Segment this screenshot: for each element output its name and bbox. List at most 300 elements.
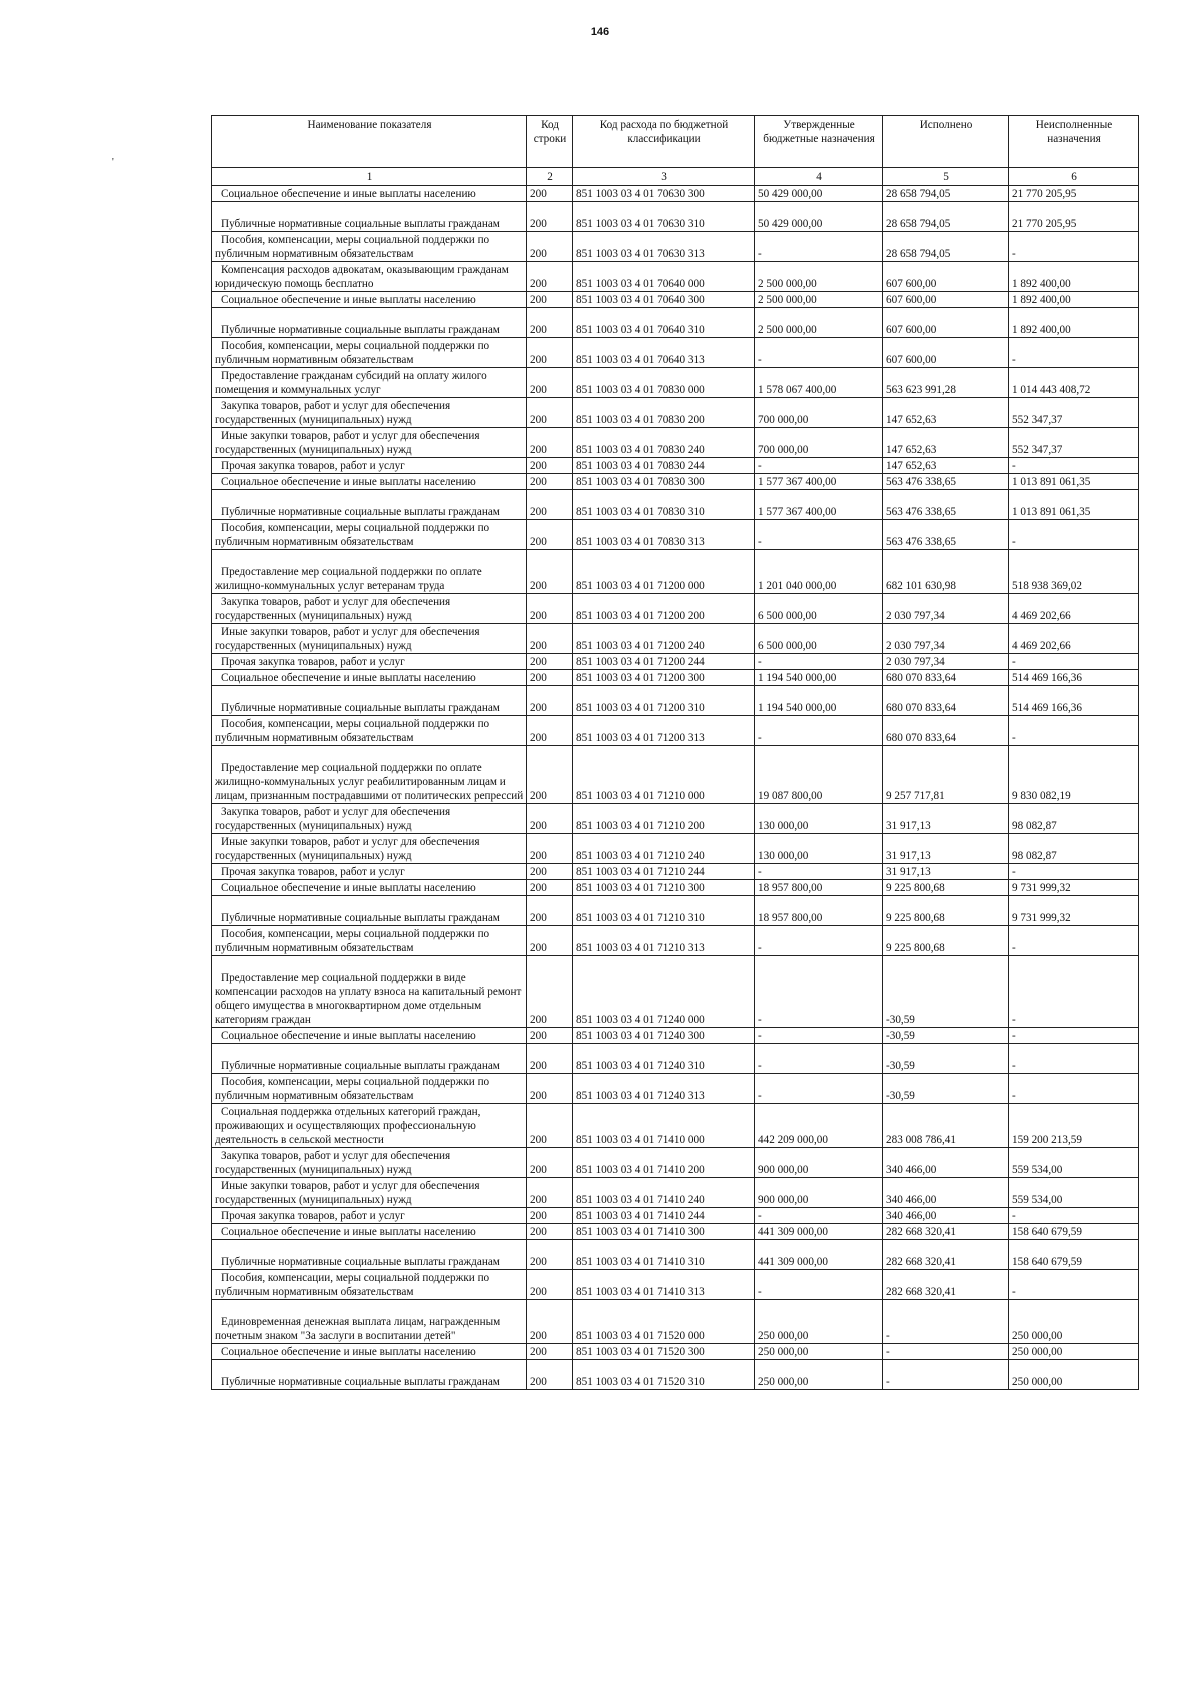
cell-line-code: 200: [527, 1344, 573, 1360]
cell-approved: 18 957 800,00: [755, 896, 883, 926]
table-row: [212, 956, 1139, 1028]
cell-executed: 680 070 833,64: [883, 716, 1009, 746]
cell-line-code: 200: [527, 458, 573, 474]
cell-approved: -: [755, 864, 883, 880]
cell-executed: 340 466,00: [883, 1178, 1009, 1208]
table-row: [212, 186, 1139, 202]
table-row: [212, 1104, 1139, 1148]
cell-classification: 851 1003 03 4 01 70630 313: [573, 232, 755, 262]
cell-approved: -: [755, 232, 883, 262]
cell-executed: -: [883, 1360, 1009, 1390]
cell-classification: 851 1003 03 4 01 71200 244: [573, 654, 755, 670]
cell-name: Пособия, компенсации, меры социальной поддержки по публичным нормативным обязательствам: [212, 338, 527, 368]
cell-approved: 6 500 000,00: [755, 594, 883, 624]
cell-approved: -: [755, 520, 883, 550]
cell-line-code: 200: [527, 428, 573, 458]
cell-classification: 851 1003 03 4 01 71240 300: [573, 1028, 755, 1044]
table-row: [212, 594, 1139, 624]
cell-classification: 851 1003 03 4 01 70830 244: [573, 458, 755, 474]
table-row: [212, 624, 1139, 654]
table-row: [212, 550, 1139, 594]
cell-classification: 851 1003 03 4 01 71200 200: [573, 594, 755, 624]
cell-classification: 851 1003 03 4 01 70830 200: [573, 398, 755, 428]
cell-unexecuted: 552 347,37: [1009, 398, 1139, 428]
cell-approved: -: [755, 1208, 883, 1224]
cell-name: Прочая закупка товаров, работ и услуг: [212, 864, 527, 880]
column-number: 5: [883, 168, 1009, 186]
cell-line-code: 200: [527, 624, 573, 654]
cell-line-code: 200: [527, 804, 573, 834]
cell-name: Публичные нормативные социальные выплаты гражданам: [212, 896, 527, 926]
cell-approved: 19 087 800,00: [755, 746, 883, 804]
cell-approved: 2 500 000,00: [755, 292, 883, 308]
cell-line-code: 200: [527, 474, 573, 490]
cell-executed: 680 070 833,64: [883, 670, 1009, 686]
cell-executed: 282 668 320,41: [883, 1240, 1009, 1270]
cell-approved: -: [755, 1074, 883, 1104]
cell-approved: 50 429 000,00: [755, 186, 883, 202]
cell-line-code: 200: [527, 956, 573, 1028]
cell-unexecuted: 1 013 891 061,35: [1009, 474, 1139, 490]
cell-classification: 851 1003 03 4 01 71410 244: [573, 1208, 755, 1224]
cell-name: Закупка товаров, работ и услуг для обеспечения государственных (муниципальных) нужд: [212, 1148, 527, 1178]
cell-name: Предоставление мер социальной поддержки в виде компенсации расходов на уплату взноса на капитальный ремонт общего имущества в многоквартирном доме отдельным категориям граждан: [212, 956, 527, 1028]
cell-executed: 9 225 800,68: [883, 880, 1009, 896]
cell-line-code: 200: [527, 926, 573, 956]
cell-approved: 130 000,00: [755, 804, 883, 834]
table-row: [212, 1148, 1139, 1178]
cell-name: Пособия, компенсации, меры социальной поддержки по публичным нормативным обязательствам: [212, 716, 527, 746]
cell-classification: 851 1003 03 4 01 71210 313: [573, 926, 755, 956]
cell-line-code: 200: [527, 670, 573, 686]
cell-classification: 851 1003 03 4 01 71520 310: [573, 1360, 755, 1390]
cell-line-code: 200: [527, 1270, 573, 1300]
cell-classification: 851 1003 03 4 01 71200 000: [573, 550, 755, 594]
cell-approved: 250 000,00: [755, 1360, 883, 1390]
cell-line-code: 200: [527, 202, 573, 232]
column-number: 6: [1009, 168, 1139, 186]
cell-unexecuted: 250 000,00: [1009, 1360, 1139, 1390]
cell-classification: 851 1003 03 4 01 71210 310: [573, 896, 755, 926]
cell-approved: 130 000,00: [755, 834, 883, 864]
stray-mark: ': [112, 157, 114, 168]
table-row: [212, 1240, 1139, 1270]
cell-classification: 851 1003 03 4 01 70830 310: [573, 490, 755, 520]
cell-classification: 851 1003 03 4 01 71410 000: [573, 1104, 755, 1148]
cell-executed: -30,59: [883, 956, 1009, 1028]
table-row: [212, 1178, 1139, 1208]
cell-name: Единовременная денежная выплата лицам, награжденным почетным знаком "За заслуги в воспитании детей": [212, 1300, 527, 1344]
cell-executed: 28 658 794,05: [883, 186, 1009, 202]
table-row: [212, 880, 1139, 896]
table-row: [212, 292, 1139, 308]
table-row: [212, 834, 1139, 864]
table-row: [212, 896, 1139, 926]
cell-approved: 50 429 000,00: [755, 202, 883, 232]
cell-line-code: 200: [527, 308, 573, 338]
cell-executed: 563 623 991,28: [883, 368, 1009, 398]
cell-name: Прочая закупка товаров, работ и услуг: [212, 654, 527, 670]
cell-executed: 283 008 786,41: [883, 1104, 1009, 1148]
cell-unexecuted: -: [1009, 1074, 1139, 1104]
cell-approved: -: [755, 926, 883, 956]
table-row: [212, 398, 1139, 428]
table-row: [212, 716, 1139, 746]
cell-approved: -: [755, 1028, 883, 1044]
cell-unexecuted: 250 000,00: [1009, 1300, 1139, 1344]
cell-approved: 1 578 067 400,00: [755, 368, 883, 398]
cell-classification: 851 1003 03 4 01 71410 310: [573, 1240, 755, 1270]
cell-name: Пособия, компенсации, меры социальной поддержки по публичным нормативным обязательствам: [212, 232, 527, 262]
table-row: [212, 804, 1139, 834]
cell-name: Социальное обеспечение и иные выплаты населению: [212, 186, 527, 202]
cell-classification: 851 1003 03 4 01 70640 300: [573, 292, 755, 308]
cell-name: Иные закупки товаров, работ и услуг для обеспечения государственных (муниципальных) нужд: [212, 1178, 527, 1208]
cell-executed: 563 476 338,65: [883, 490, 1009, 520]
cell-name: Социальное обеспечение и иные выплаты населению: [212, 880, 527, 896]
cell-approved: 1 194 540 000,00: [755, 670, 883, 686]
cell-line-code: 200: [527, 746, 573, 804]
cell-unexecuted: 98 082,87: [1009, 804, 1139, 834]
cell-approved: -: [755, 1044, 883, 1074]
cell-unexecuted: -: [1009, 232, 1139, 262]
column-header-classification: Код расхода по бюджетной классификации: [573, 116, 755, 168]
cell-classification: 851 1003 03 4 01 70830 313: [573, 520, 755, 550]
cell-classification: 851 1003 03 4 01 71240 313: [573, 1074, 755, 1104]
cell-name: Пособия, компенсации, меры социальной поддержки по публичным нормативным обязательствам: [212, 1270, 527, 1300]
table-row: [212, 686, 1139, 716]
table-row: [212, 1028, 1139, 1044]
cell-classification: 851 1003 03 4 01 71200 240: [573, 624, 755, 654]
cell-executed: 9 257 717,81: [883, 746, 1009, 804]
cell-executed: 607 600,00: [883, 308, 1009, 338]
cell-classification: 851 1003 03 4 01 70830 300: [573, 474, 755, 490]
cell-name: Пособия, компенсации, меры социальной поддержки по публичным нормативным обязательствам: [212, 520, 527, 550]
cell-approved: 6 500 000,00: [755, 624, 883, 654]
table-row: [212, 1270, 1139, 1300]
column-header-line-code: Код строки: [527, 116, 573, 168]
cell-name: Социальное обеспечение и иные выплаты населению: [212, 1224, 527, 1240]
cell-approved: -: [755, 1270, 883, 1300]
cell-executed: 147 652,63: [883, 458, 1009, 474]
cell-name: Иные закупки товаров, работ и услуг для обеспечения государственных (муниципальных) нужд: [212, 624, 527, 654]
cell-classification: 851 1003 03 4 01 71410 240: [573, 1178, 755, 1208]
cell-approved: 700 000,00: [755, 428, 883, 458]
cell-unexecuted: 518 938 369,02: [1009, 550, 1139, 594]
cell-line-code: 200: [527, 368, 573, 398]
cell-unexecuted: 1 013 891 061,35: [1009, 490, 1139, 520]
cell-unexecuted: 4 469 202,66: [1009, 624, 1139, 654]
column-header-approved: Утвержденные бюджетные назначения: [755, 116, 883, 168]
cell-approved: 700 000,00: [755, 398, 883, 428]
table-row: [212, 670, 1139, 686]
cell-line-code: 200: [527, 1224, 573, 1240]
cell-name: Предоставление гражданам субсидий на оплату жилого помещения и коммунальных услуг: [212, 368, 527, 398]
cell-name: Социальная поддержка отдельных категорий граждан, проживающих и осуществляющих профессиональную деятельность в сельской местности: [212, 1104, 527, 1148]
cell-approved: 1 201 040 000,00: [755, 550, 883, 594]
cell-line-code: 200: [527, 1300, 573, 1344]
cell-classification: 851 1003 03 4 01 71410 313: [573, 1270, 755, 1300]
table-row: [212, 458, 1139, 474]
cell-name: Закупка товаров, работ и услуг для обеспечения государственных (муниципальных) нужд: [212, 804, 527, 834]
cell-name: Предоставление мер социальной поддержки по оплате жилищно-коммунальных услуг ветеранам труда: [212, 550, 527, 594]
cell-approved: 441 309 000,00: [755, 1240, 883, 1270]
cell-executed: 563 476 338,65: [883, 474, 1009, 490]
cell-name: Социальное обеспечение и иные выплаты населению: [212, 1344, 527, 1360]
table-row: [212, 490, 1139, 520]
cell-classification: 851 1003 03 4 01 71240 310: [573, 1044, 755, 1074]
cell-line-code: 200: [527, 1360, 573, 1390]
cell-line-code: 200: [527, 1028, 573, 1044]
cell-classification: 851 1003 03 4 01 70640 000: [573, 262, 755, 292]
cell-line-code: 200: [527, 1240, 573, 1270]
cell-unexecuted: 9 731 999,32: [1009, 896, 1139, 926]
cell-line-code: 200: [527, 1074, 573, 1104]
cell-classification: 851 1003 03 4 01 70830 240: [573, 428, 755, 458]
cell-unexecuted: 514 469 166,36: [1009, 686, 1139, 716]
cell-approved: 900 000,00: [755, 1148, 883, 1178]
table-row: [212, 1074, 1139, 1104]
cell-classification: 851 1003 03 4 01 71210 244: [573, 864, 755, 880]
table-row: [212, 1208, 1139, 1224]
cell-unexecuted: -: [1009, 520, 1139, 550]
cell-line-code: 200: [527, 1104, 573, 1148]
cell-unexecuted: -: [1009, 338, 1139, 368]
cell-unexecuted: -: [1009, 716, 1139, 746]
cell-approved: 18 957 800,00: [755, 880, 883, 896]
table-row: [212, 1300, 1139, 1344]
cell-executed: -: [883, 1344, 1009, 1360]
cell-unexecuted: 9 731 999,32: [1009, 880, 1139, 896]
cell-executed: 2 030 797,34: [883, 654, 1009, 670]
cell-line-code: 200: [527, 1148, 573, 1178]
cell-executed: 147 652,63: [883, 398, 1009, 428]
cell-classification: 851 1003 03 4 01 70630 310: [573, 202, 755, 232]
cell-classification: 851 1003 03 4 01 71200 300: [573, 670, 755, 686]
column-number: 3: [573, 168, 755, 186]
table-row: [212, 746, 1139, 804]
cell-executed: 340 466,00: [883, 1208, 1009, 1224]
cell-line-code: 200: [527, 716, 573, 746]
cell-name: Социальное обеспечение и иные выплаты населению: [212, 670, 527, 686]
cell-name: Прочая закупка товаров, работ и услуг: [212, 1208, 527, 1224]
cell-executed: 9 225 800,68: [883, 896, 1009, 926]
table-row: [212, 308, 1139, 338]
table-row: [212, 864, 1139, 880]
cell-approved: 2 500 000,00: [755, 262, 883, 292]
cell-unexecuted: 1 892 400,00: [1009, 292, 1139, 308]
cell-executed: 607 600,00: [883, 338, 1009, 368]
cell-approved: 900 000,00: [755, 1178, 883, 1208]
cell-classification: 851 1003 03 4 01 71200 310: [573, 686, 755, 716]
cell-name: Иные закупки товаров, работ и услуг для обеспечения государственных (муниципальных) нужд: [212, 834, 527, 864]
cell-executed: 340 466,00: [883, 1148, 1009, 1178]
cell-executed: 28 658 794,05: [883, 202, 1009, 232]
cell-approved: 1 577 367 400,00: [755, 490, 883, 520]
cell-name: Прочая закупка товаров, работ и услуг: [212, 458, 527, 474]
table-row: [212, 368, 1139, 398]
cell-line-code: 200: [527, 1044, 573, 1074]
cell-executed: 563 476 338,65: [883, 520, 1009, 550]
cell-executed: 9 225 800,68: [883, 926, 1009, 956]
cell-unexecuted: 1 892 400,00: [1009, 262, 1139, 292]
cell-unexecuted: 4 469 202,66: [1009, 594, 1139, 624]
cell-classification: 851 1003 03 4 01 71210 300: [573, 880, 755, 896]
column-number: 2: [527, 168, 573, 186]
cell-executed: 282 668 320,41: [883, 1224, 1009, 1240]
table-row: [212, 1224, 1139, 1240]
cell-executed: 31 917,13: [883, 834, 1009, 864]
table-row: [212, 1344, 1139, 1360]
cell-line-code: 200: [527, 398, 573, 428]
column-number: 4: [755, 168, 883, 186]
cell-approved: -: [755, 458, 883, 474]
cell-name: Социальное обеспечение и иные выплаты населению: [212, 474, 527, 490]
cell-line-code: 200: [527, 864, 573, 880]
table-row: [212, 428, 1139, 458]
cell-unexecuted: 1 014 443 408,72: [1009, 368, 1139, 398]
cell-name: Публичные нормативные социальные выплаты гражданам: [212, 1240, 527, 1270]
cell-executed: 282 668 320,41: [883, 1270, 1009, 1300]
cell-approved: 441 309 000,00: [755, 1224, 883, 1240]
cell-name: Публичные нормативные социальные выплаты гражданам: [212, 686, 527, 716]
cell-line-code: 200: [527, 1208, 573, 1224]
cell-name: Пособия, компенсации, меры социальной поддержки по публичным нормативным обязательствам: [212, 926, 527, 956]
cell-line-code: 200: [527, 186, 573, 202]
cell-unexecuted: -: [1009, 956, 1139, 1028]
cell-executed: -30,59: [883, 1028, 1009, 1044]
cell-unexecuted: 21 770 205,95: [1009, 202, 1139, 232]
cell-line-code: 200: [527, 520, 573, 550]
cell-unexecuted: 159 200 213,59: [1009, 1104, 1139, 1148]
cell-line-code: 200: [527, 262, 573, 292]
column-number: 1: [212, 168, 527, 186]
cell-unexecuted: 559 534,00: [1009, 1178, 1139, 1208]
cell-unexecuted: -: [1009, 864, 1139, 880]
cell-approved: 250 000,00: [755, 1344, 883, 1360]
cell-name: Компенсация расходов адвокатам, оказывающим гражданам юридическую помощь бесплатно: [212, 262, 527, 292]
cell-classification: 851 1003 03 4 01 70630 300: [573, 186, 755, 202]
table-row: [212, 262, 1139, 292]
cell-line-code: 200: [527, 594, 573, 624]
cell-executed: -30,59: [883, 1074, 1009, 1104]
column-number-row: [212, 168, 1139, 186]
cell-unexecuted: -: [1009, 1044, 1139, 1074]
table-row: [212, 926, 1139, 956]
cell-unexecuted: 9 830 082,19: [1009, 746, 1139, 804]
cell-unexecuted: 559 534,00: [1009, 1148, 1139, 1178]
cell-approved: 250 000,00: [755, 1300, 883, 1344]
cell-classification: 851 1003 03 4 01 70640 313: [573, 338, 755, 368]
cell-line-code: 200: [527, 686, 573, 716]
cell-unexecuted: 98 082,87: [1009, 834, 1139, 864]
cell-executed: 2 030 797,34: [883, 624, 1009, 654]
cell-classification: 851 1003 03 4 01 71410 200: [573, 1148, 755, 1178]
cell-line-code: 200: [527, 1178, 573, 1208]
cell-line-code: 200: [527, 834, 573, 864]
cell-approved: -: [755, 338, 883, 368]
cell-unexecuted: -: [1009, 1270, 1139, 1300]
cell-classification: 851 1003 03 4 01 71210 240: [573, 834, 755, 864]
cell-classification: 851 1003 03 4 01 71520 000: [573, 1300, 755, 1344]
table-row: [212, 202, 1139, 232]
cell-executed: 607 600,00: [883, 292, 1009, 308]
cell-name: Публичные нормативные социальные выплаты гражданам: [212, 1360, 527, 1390]
cell-executed: 680 070 833,64: [883, 686, 1009, 716]
cell-name: Публичные нормативные социальные выплаты гражданам: [212, 490, 527, 520]
cell-line-code: 200: [527, 490, 573, 520]
cell-name: Социальное обеспечение и иные выплаты населению: [212, 292, 527, 308]
column-header-name: Наименование показателя: [212, 116, 527, 168]
cell-name: Предоставление мер социальной поддержки по оплате жилищно-коммунальных услуг реабилитированным лицам и лицам, признанным пострадавшими от политических репрессий: [212, 746, 527, 804]
cell-name: Публичные нормативные социальные выплаты гражданам: [212, 308, 527, 338]
cell-unexecuted: -: [1009, 1208, 1139, 1224]
cell-approved: -: [755, 956, 883, 1028]
table-row: [212, 654, 1139, 670]
cell-approved: 1 577 367 400,00: [755, 474, 883, 490]
cell-classification: 851 1003 03 4 01 71520 300: [573, 1344, 755, 1360]
cell-unexecuted: 158 640 679,59: [1009, 1240, 1139, 1270]
cell-classification: 851 1003 03 4 01 70640 310: [573, 308, 755, 338]
cell-approved: 442 209 000,00: [755, 1104, 883, 1148]
cell-name: Публичные нормативные социальные выплаты гражданам: [212, 202, 527, 232]
cell-line-code: 200: [527, 292, 573, 308]
cell-classification: 851 1003 03 4 01 71200 313: [573, 716, 755, 746]
cell-line-code: 200: [527, 896, 573, 926]
table-row: [212, 1044, 1139, 1074]
column-header-executed: Исполнено: [883, 116, 1009, 168]
cell-executed: 31 917,13: [883, 804, 1009, 834]
table-row: [212, 520, 1139, 550]
cell-approved: -: [755, 716, 883, 746]
cell-executed: 2 030 797,34: [883, 594, 1009, 624]
cell-name: Иные закупки товаров, работ и услуг для обеспечения государственных (муниципальных) нужд: [212, 428, 527, 458]
cell-unexecuted: 552 347,37: [1009, 428, 1139, 458]
table-row: [212, 474, 1139, 490]
cell-line-code: 200: [527, 232, 573, 262]
column-header-unexecuted: Неисполненные назначения: [1009, 116, 1139, 168]
cell-unexecuted: -: [1009, 654, 1139, 670]
table-row: [212, 232, 1139, 262]
cell-classification: 851 1003 03 4 01 71240 000: [573, 956, 755, 1028]
cell-name: Социальное обеспечение и иные выплаты населению: [212, 1028, 527, 1044]
table-row: [212, 1360, 1139, 1390]
table-row: [212, 338, 1139, 368]
table-header-row: [212, 116, 1139, 168]
cell-executed: -30,59: [883, 1044, 1009, 1074]
cell-executed: 28 658 794,05: [883, 232, 1009, 262]
cell-unexecuted: -: [1009, 926, 1139, 956]
page-number: 146: [590, 26, 610, 38]
cell-line-code: 200: [527, 338, 573, 368]
cell-executed: 31 917,13: [883, 864, 1009, 880]
cell-name: Закупка товаров, работ и услуг для обеспечения государственных (муниципальных) нужд: [212, 398, 527, 428]
cell-executed: -: [883, 1300, 1009, 1344]
cell-unexecuted: 158 640 679,59: [1009, 1224, 1139, 1240]
cell-unexecuted: 250 000,00: [1009, 1344, 1139, 1360]
cell-classification: 851 1003 03 4 01 71210 000: [573, 746, 755, 804]
cell-line-code: 200: [527, 550, 573, 594]
cell-name: Публичные нормативные социальные выплаты гражданам: [212, 1044, 527, 1074]
cell-classification: 851 1003 03 4 01 71210 200: [573, 804, 755, 834]
cell-unexecuted: -: [1009, 458, 1139, 474]
cell-line-code: 200: [527, 880, 573, 896]
cell-classification: 851 1003 03 4 01 70830 000: [573, 368, 755, 398]
table-body: [212, 186, 1139, 1390]
cell-classification: 851 1003 03 4 01 71410 300: [573, 1224, 755, 1240]
cell-unexecuted: 21 770 205,95: [1009, 186, 1139, 202]
cell-executed: 147 652,63: [883, 428, 1009, 458]
